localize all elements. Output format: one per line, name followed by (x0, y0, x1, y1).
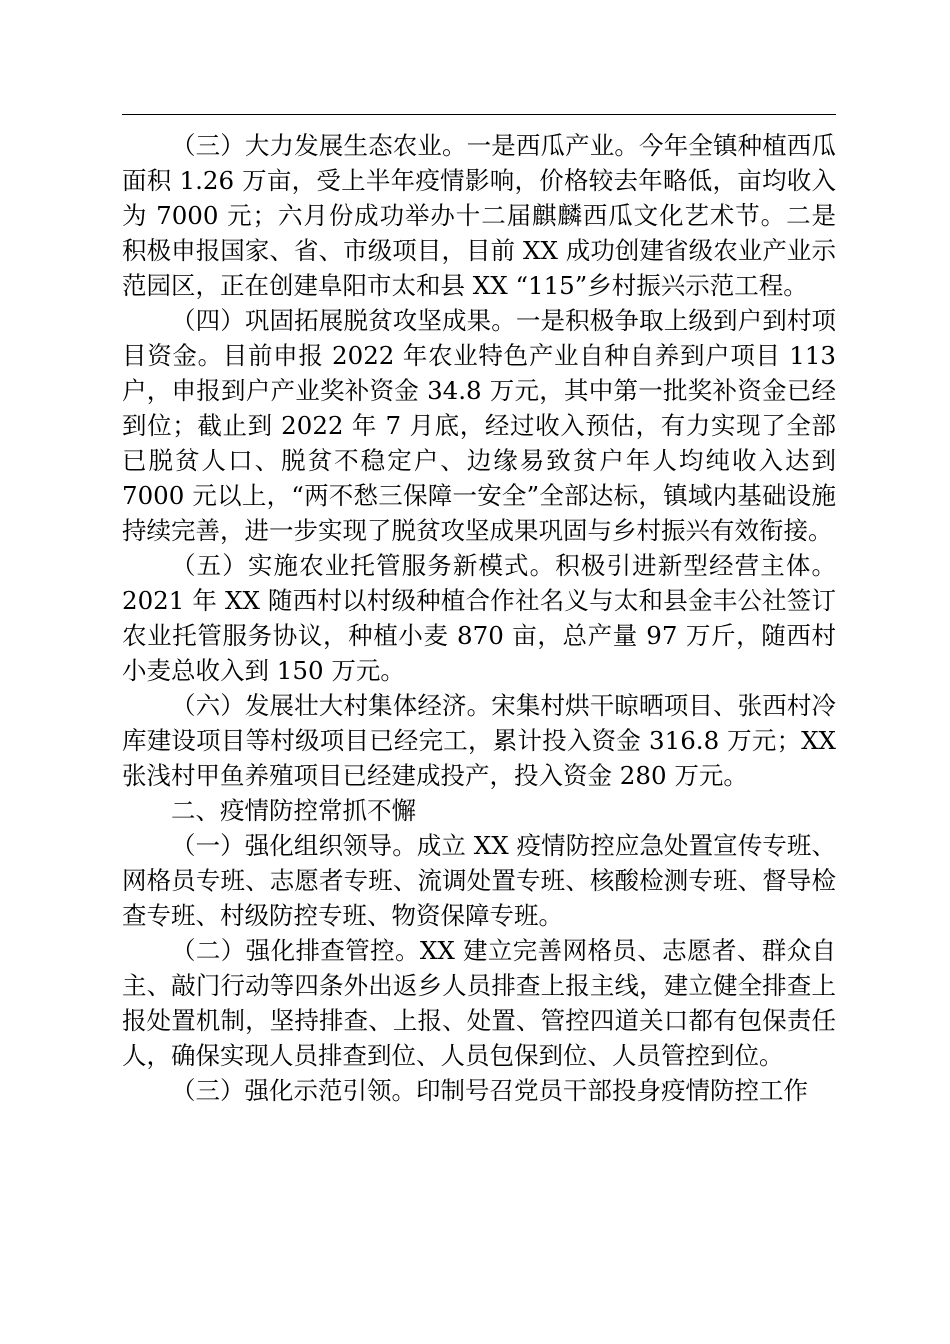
paragraph-organization-leadership: （一）强化组织领导。成立 XX 疫情防控应急处置宣传专班、网格员专班、志愿者专班、流调处置专班、核酸检测专班、督导检查专班、村级防控专班、物资保障专班。 (122, 831, 836, 930)
paragraph-agricultural-trusteeship: （五）实施农业托管服务新模式。积极引进新型经营主体。2021 年 XX 随西村以村级种植合作社名义与太和县金丰公社签订农业托管服务协议，种植小麦 870 亩，总产量 97 万斤，随西村小麦总收入到 150 万元。 (122, 551, 836, 685)
header-rule (122, 114, 836, 115)
section-heading-epidemic-control: 二、疫情防控常抓不懈 (171, 796, 416, 825)
paragraph-poverty-alleviation: （四）巩固拓展脱贫攻坚成果。一是积极争取上级到户到村项目资金。目前申报 2022 年农业特色产业自种自养到户项目 113 户，申报到户产业奖补资金 34.8 万元，其中第一批奖补资金已经到位；截止到 2022 年 7 月底，经过收入预估，有力实现了全部已脱贫人口、脱贫不稳定户、边缘易致贫户年人均纯收入达到 7000 元以上，“两不愁三保障一安全”全部达标，镇域内基础设施持续完善，进一步实现了脱贫攻坚成果巩固与乡村振兴有效衔接。 (122, 306, 836, 545)
paragraph-collective-economy: （六）发展壮大村集体经济。宋集村烘干晾晒项目、张西村冷库建设项目等村级项目已经完工，累计投入资金 316.8 万元；XX 张浅村甲鱼养殖项目已经建成投产，投入资金 280 万元。 (122, 691, 836, 790)
paragraph-demonstration-lead: （三）强化示范引领。印制号召党员干部投身疫情防控工作 (171, 1076, 808, 1105)
paragraph-screening-control: （二）强化排查管控。XX 建立完善网格员、志愿者、群众自主、敲门行动等四条外出返乡人员排查上报主线，建立健全排查上报处置机制，坚持排查、上报、处置、管控四道关口都有包保责任人，确保实现人员排查到位、人员包保到位、人员管控到位。 (122, 936, 836, 1070)
document-body (122, 128, 836, 1108)
paragraph-ecological-agriculture: （三）大力发展生态农业。一是西瓜产业。今年全镇种植西瓜面积 1.26 万亩，受上半年疫情影响，价格较去年略低，亩均收入为 7000 元；六月份成功举办十二届麒麟西瓜文化艺术节。二是积极申报国家、省、市级项目，目前 XX 成功创建省级农业产业示范园区，正在创建阜阳市太和县 XX “115”乡村振兴示范工程。 (122, 131, 836, 300)
